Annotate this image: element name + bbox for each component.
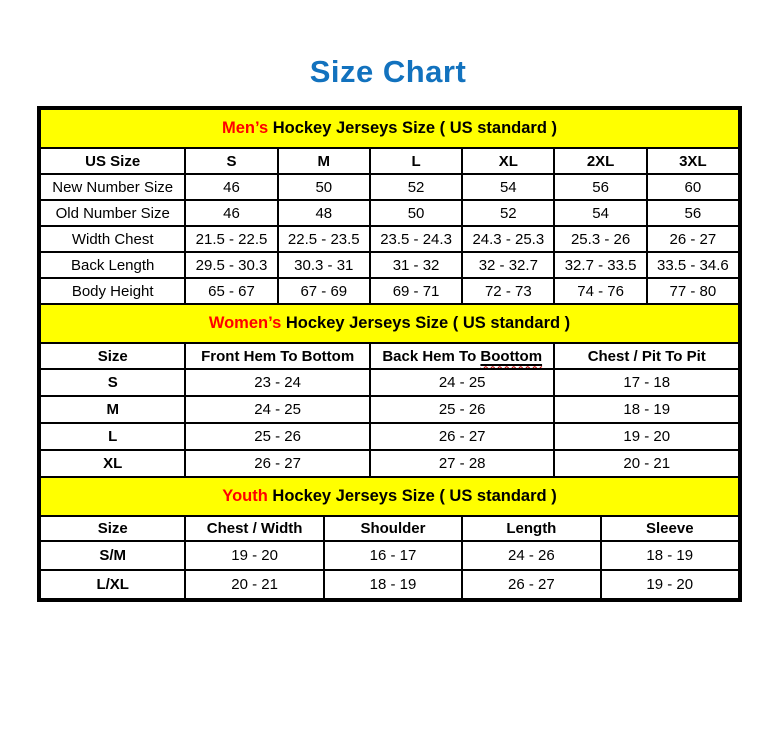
mens-section-header (40, 109, 739, 148)
table-row (40, 369, 739, 396)
column-header: Chest / Pit To Pit (554, 343, 739, 369)
size-chart-page (0, 54, 776, 602)
womens-header-row (40, 343, 739, 369)
value-cell: 19 - 20 (185, 541, 323, 570)
column-header: XL (462, 148, 554, 174)
column-header: Shoulder (324, 516, 462, 541)
value-cell: 52 (370, 174, 462, 200)
column-header: Size (40, 343, 185, 369)
value-cell: 72 - 73 (462, 278, 554, 304)
value-cell: 20 - 21 (185, 570, 323, 599)
youth-section-header-highlight: Youth (222, 487, 268, 505)
row-label: XL (40, 450, 185, 477)
size-chart-tables (37, 106, 742, 602)
youth-section-header-rest: Hockey Jerseys Size ( US standard ) (267, 487, 557, 505)
value-cell: 54 (462, 174, 554, 200)
table-row (40, 200, 739, 226)
column-header: 2XL (554, 148, 646, 174)
value-cell: 32 - 32.7 (462, 252, 554, 278)
value-cell: 29.5 - 30.3 (185, 252, 277, 278)
column-header: Size (40, 516, 185, 541)
value-cell: 56 (554, 174, 646, 200)
mens-size-table (39, 108, 740, 305)
column-header: Length (462, 516, 600, 541)
value-cell: 24 - 26 (462, 541, 600, 570)
table-row (40, 252, 739, 278)
row-label: Width Chest (40, 226, 185, 252)
youth-size-table (39, 476, 740, 600)
value-cell: 27 - 28 (370, 450, 555, 477)
row-label: Body Height (40, 278, 185, 304)
value-cell: 32.7 - 33.5 (554, 252, 646, 278)
row-label: Old Number Size (40, 200, 185, 226)
value-cell: 33.5 - 34.6 (647, 252, 739, 278)
value-cell: 56 (647, 200, 739, 226)
value-cell: 22.5 - 23.5 (278, 226, 370, 252)
column-header-prefix: Back Hem To (382, 347, 481, 365)
value-cell: 69 - 71 (370, 278, 462, 304)
value-cell: 24 - 25 (185, 396, 370, 423)
column-header: L (370, 148, 462, 174)
column-header: 3XL (647, 148, 739, 174)
value-cell: 74 - 76 (554, 278, 646, 304)
value-cell: 67 - 69 (278, 278, 370, 304)
value-cell: 24.3 - 25.3 (462, 226, 554, 252)
value-cell: 60 (647, 174, 739, 200)
value-cell: 25 - 26 (185, 423, 370, 450)
row-label: L/XL (40, 570, 185, 599)
column-header: Sleeve (601, 516, 739, 541)
value-cell: 25 - 26 (370, 396, 555, 423)
womens-section-header-rest: Hockey Jerseys Size ( US standard ) (281, 314, 571, 332)
misspelled-word: Boottom (480, 347, 543, 365)
column-header: Chest / Width (185, 516, 323, 541)
youth-section-band (40, 477, 739, 516)
column-header: S (185, 148, 277, 174)
value-cell: 65 - 67 (185, 278, 277, 304)
value-cell: 46 (185, 200, 277, 226)
row-label: New Number Size (40, 174, 185, 200)
column-header: US Size (40, 148, 185, 174)
value-cell: 20 - 21 (554, 450, 739, 477)
mens-section-header-rest: Hockey Jerseys Size ( US standard ) (268, 119, 558, 137)
table-row (40, 226, 739, 252)
value-cell: 25.3 - 26 (554, 226, 646, 252)
value-cell: 30.3 - 31 (278, 252, 370, 278)
spellcheck-squiggle (480, 348, 542, 365)
page-title: Size Chart (309, 54, 467, 89)
row-label: S/M (40, 541, 185, 570)
youth-section-header (40, 477, 739, 516)
value-cell: 17 - 18 (554, 369, 739, 396)
value-cell: 21.5 - 22.5 (185, 226, 277, 252)
value-cell: 18 - 19 (324, 570, 462, 599)
table-row (40, 570, 739, 599)
value-cell: 26 - 27 (462, 570, 600, 599)
value-cell: 23 - 24 (185, 369, 370, 396)
table-row (40, 174, 739, 200)
value-cell: 18 - 19 (601, 541, 739, 570)
value-cell: 19 - 20 (554, 423, 739, 450)
table-row (40, 450, 739, 477)
value-cell: 26 - 27 (647, 226, 739, 252)
value-cell: 23.5 - 24.3 (370, 226, 462, 252)
column-header: Front Hem To Bottom (185, 343, 370, 369)
value-cell: 19 - 20 (601, 570, 739, 599)
column-header (370, 343, 555, 369)
value-cell: 50 (370, 200, 462, 226)
table-row (40, 541, 739, 570)
value-cell: 48 (278, 200, 370, 226)
row-label: M (40, 396, 185, 423)
value-cell: 16 - 17 (324, 541, 462, 570)
row-label: Back Length (40, 252, 185, 278)
womens-size-table (39, 303, 740, 478)
value-cell: 54 (554, 200, 646, 226)
row-label: S (40, 369, 185, 396)
row-label: L (40, 423, 185, 450)
value-cell: 31 - 32 (370, 252, 462, 278)
value-cell: 18 - 19 (554, 396, 739, 423)
womens-section-header (40, 304, 739, 343)
table-row (40, 278, 739, 304)
value-cell: 24 - 25 (370, 369, 555, 396)
mens-section-header-highlight: Men’s (221, 119, 269, 137)
womens-section-header-highlight: Women’s (208, 314, 282, 332)
table-row (40, 396, 739, 423)
table-row (40, 423, 739, 450)
value-cell: 77 - 80 (647, 278, 739, 304)
mens-header-row (40, 148, 739, 174)
value-cell: 50 (278, 174, 370, 200)
value-cell: 46 (185, 174, 277, 200)
value-cell: 52 (462, 200, 554, 226)
youth-header-row (40, 516, 739, 541)
mens-section-band (40, 109, 739, 148)
value-cell: 26 - 27 (185, 450, 370, 477)
column-header: M (278, 148, 370, 174)
value-cell: 26 - 27 (370, 423, 555, 450)
womens-section-band (40, 304, 739, 343)
